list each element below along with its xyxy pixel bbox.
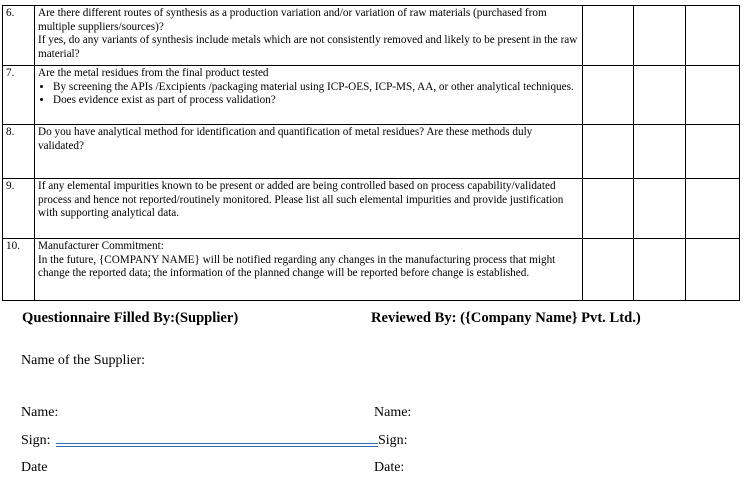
answer-cell[interactable] (686, 66, 740, 125)
signature-line[interactable] (56, 443, 378, 444)
signature-line (56, 446, 378, 447)
left-sign-label: Sign: (21, 433, 51, 448)
answer-cell[interactable] (686, 239, 740, 301)
questionnaire-table (2, 5, 740, 301)
right-sign-label: Sign: (378, 433, 408, 448)
row-number: 6. (3, 6, 35, 66)
answer-cell[interactable] (583, 66, 634, 125)
answer-cell[interactable] (583, 6, 634, 66)
question-cell (35, 6, 583, 66)
left-date-label: Date (21, 460, 48, 475)
answer-cell[interactable] (686, 6, 740, 66)
table-row (3, 239, 740, 301)
question-heading: Are the metal residues from the final product tested (38, 67, 269, 79)
row-number: 7. (3, 66, 35, 125)
list-item: • By screening the APIs /Excipients /packaging material using ICP-OES, ICP-MS, AA, or other analytical techniques. (53, 81, 579, 95)
answer-cell[interactable] (634, 239, 686, 301)
table-row (3, 6, 740, 66)
answer-cell[interactable] (634, 66, 686, 125)
answer-cell[interactable] (583, 239, 634, 301)
reviewed-by-heading: Reviewed By: ({Company Name} Pvt. Ltd.) (371, 310, 641, 326)
table-row (3, 179, 740, 239)
question-text: Are there different routes of synthesis as a production variation and/or variation of raw materials (purchased from multiple suppliers/sources)? (38, 7, 547, 33)
left-name-label: Name: (21, 405, 59, 420)
right-date-label: Date: (374, 460, 405, 475)
row-number: 8. (3, 125, 35, 179)
question-cell (35, 179, 583, 239)
row-number: 9. (3, 179, 35, 239)
answer-cell[interactable] (583, 179, 634, 239)
list-item: • Does evidence exist as part of process validation? (53, 94, 579, 108)
answer-cell[interactable] (634, 6, 686, 66)
question-cell (35, 239, 583, 301)
question-text: If any elemental impurities known to be present or added are being controlled based on process capability/validated process and hence not reported/routinely monitored. Please list all such elemental impurities and provide justification with supporting analytical data. (38, 180, 564, 220)
question-heading: Manufacturer Commitment: (38, 240, 164, 252)
question-text: Do you have analytical method for identification and quantification of metal residues? Are these methods duly validated? (38, 126, 533, 152)
right-name-label: Name: (374, 405, 412, 420)
answer-cell[interactable] (583, 125, 634, 179)
row-number: 10. (3, 239, 35, 301)
question-text: In the future, {COMPANY NAME} will be notified regarding any changes in the manufacturing process that might change the reported data; the information of the planned change will be reported before change is established. (38, 253, 556, 280)
question-text: If yes, do any variants of synthesis include metals which are not consistently removed and likely to be present in the raw material? (38, 34, 578, 60)
answer-cell[interactable] (686, 125, 740, 179)
question-cell (35, 125, 583, 179)
bullet-list (38, 81, 579, 108)
table-row (3, 66, 740, 125)
answer-cell[interactable] (634, 179, 686, 239)
question-cell (35, 66, 583, 125)
supplier-name-label: Name of the Supplier: (21, 353, 146, 368)
answer-cell[interactable] (686, 179, 740, 239)
table-row (3, 125, 740, 179)
answer-cell[interactable] (634, 125, 686, 179)
filled-by-heading: Questionnaire Filled By:(Supplier) (22, 310, 239, 326)
